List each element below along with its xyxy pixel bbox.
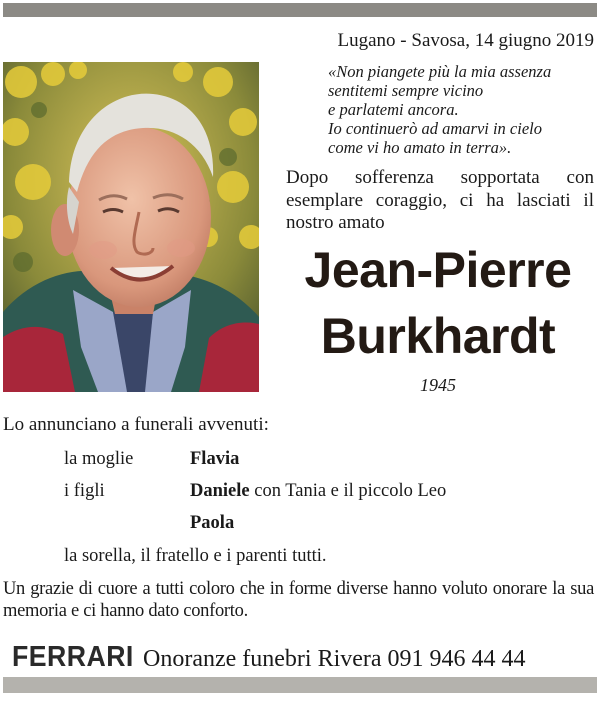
relative-label: la moglie xyxy=(64,449,134,469)
relative-label: i figli xyxy=(64,481,105,501)
relative-entry xyxy=(190,480,446,502)
announcement-text: Lo annunciano a funerali avvenuti: xyxy=(3,414,269,435)
quote-line: e parlatemi ancora. xyxy=(328,100,459,119)
top-divider-bar xyxy=(3,3,597,17)
funeral-home-logo: FERRARI xyxy=(12,641,134,673)
quote-line: come vi ho amato in terra». xyxy=(328,138,512,157)
deceased-first-name: Jean-Pierre xyxy=(304,242,572,298)
place-date: Lugano - Savosa, 14 giugno 2019 xyxy=(337,30,594,51)
portrait-photo xyxy=(3,62,259,392)
funeral-home-contact: Onoranze funebri Rivera 091 946 44 44 xyxy=(143,646,526,672)
funeral-home-footer xyxy=(12,642,592,676)
relatives-closing: la sorella, il fratello e i parenti tutti. xyxy=(64,546,327,566)
bottom-divider-bar xyxy=(3,677,597,693)
quote-line: «Non piangete più la mia assenza xyxy=(328,62,552,81)
quote-line: sentitemi sempre vicino xyxy=(328,81,484,100)
intro-text: Dopo sofferenza sopportata con esemplare coraggio, ci ha lasciati il nostro amato xyxy=(286,167,594,233)
quote-line: Io continuerò ad amarvi in cielo xyxy=(328,119,543,138)
relative-name: Daniele xyxy=(190,481,250,501)
relative-entry xyxy=(190,512,234,534)
memorial-quote xyxy=(328,62,598,157)
relative-name: Paola xyxy=(190,513,235,533)
relative-name: Flavia xyxy=(190,449,240,469)
thanks-text: Un grazie di cuore a tutti coloro che in forme diverse hanno voluto onorare la sua memoria e ci hanno dato conforto. xyxy=(3,579,594,621)
relative-entry xyxy=(190,448,239,470)
deceased-last-name: Burkhardt xyxy=(320,308,556,364)
relative-extra: con Tania e il piccolo Leo xyxy=(249,481,447,501)
birth-year: 1945 xyxy=(420,375,456,395)
